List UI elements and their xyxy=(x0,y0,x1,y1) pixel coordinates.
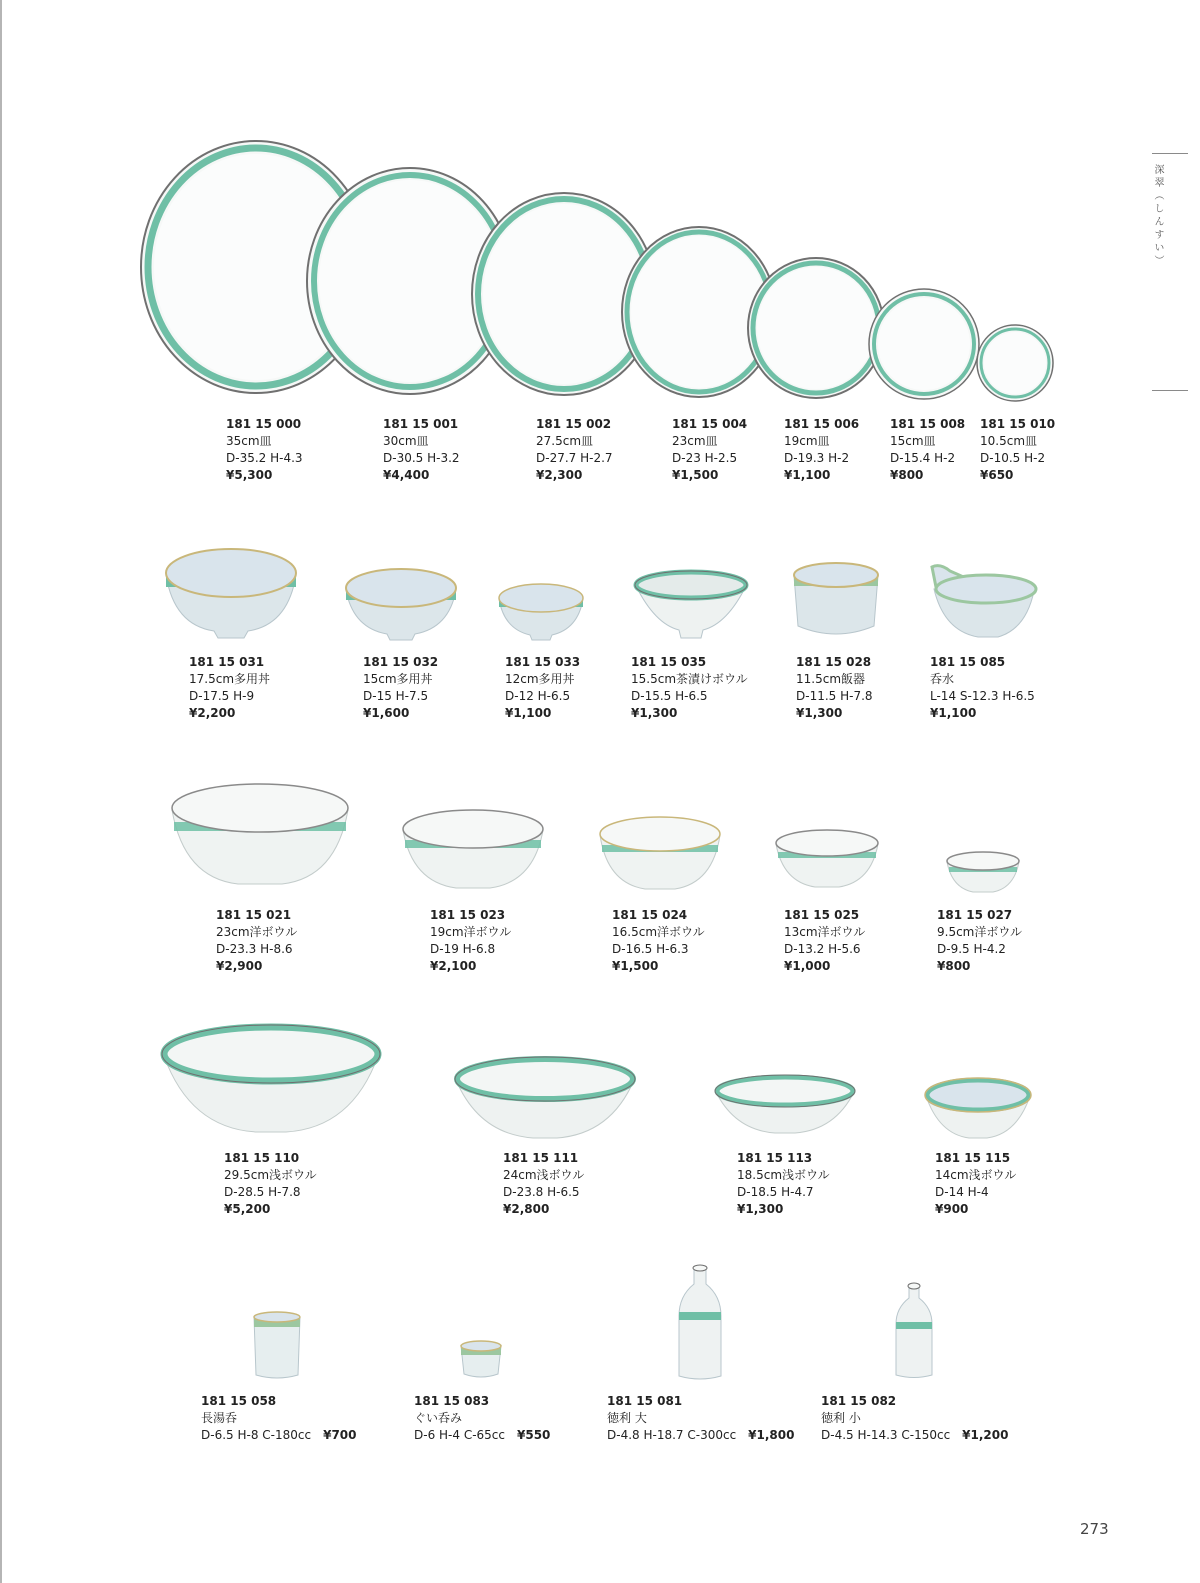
item-plate-10-5cm xyxy=(980,416,1055,484)
item-torisui xyxy=(930,654,1035,722)
item-name: 29.5cm浅ボウル xyxy=(224,1168,317,1182)
shallow-bowl-24cm-photo xyxy=(453,1056,637,1142)
item-price: ¥800 xyxy=(937,959,971,973)
item-shallow-bowl-18-5cm xyxy=(737,1150,830,1218)
item-name: 15.5cm茶漬けボウル xyxy=(631,672,748,686)
item-name: 10.5cm皿 xyxy=(980,434,1038,448)
item-spec: D-17.5 H-9 xyxy=(189,689,255,703)
item-chazuke-bowl xyxy=(631,654,748,722)
item-shallow-bowl-14cm xyxy=(935,1150,1016,1218)
item-name: 27.5cm皿 xyxy=(536,434,594,448)
tokkuri-large-photo xyxy=(675,1262,725,1382)
page-edge-line xyxy=(0,0,2,1583)
item-name: 長湯呑 xyxy=(201,1411,238,1425)
item-spec: D-14 H-4 xyxy=(935,1185,989,1199)
item-code: 181 15 000 xyxy=(226,417,302,431)
item-code: 181 15 024 xyxy=(612,908,688,922)
item-code: 181 15 021 xyxy=(216,908,292,922)
item-spec: D-10.5 H-2 xyxy=(980,451,1046,465)
item-donburi-15cm xyxy=(363,654,438,722)
item-western-bowl-16-5cm xyxy=(612,907,705,975)
item-name: 23cm洋ボウル xyxy=(216,925,298,939)
item-name: 19cm皿 xyxy=(784,434,830,448)
torisui-bowl-photo xyxy=(928,561,1038,641)
item-shallow-bowl-29-5cm xyxy=(224,1150,317,1218)
item-code: 181 15 115 xyxy=(935,1151,1011,1165)
item-name: 24cm浅ボウル xyxy=(503,1168,585,1182)
item-plate-19cm xyxy=(784,416,859,484)
item-spec: D-12 H-6.5 xyxy=(505,689,571,703)
item-price: ¥1,100 xyxy=(930,706,977,720)
item-price: ¥900 xyxy=(935,1202,969,1216)
item-western-bowl-23cm xyxy=(216,907,297,975)
chazuke-bowl-photo xyxy=(633,570,749,640)
item-price: ¥4,400 xyxy=(383,468,430,482)
item-code: 181 15 111 xyxy=(503,1151,579,1165)
item-name: 13cm洋ボウル xyxy=(784,925,866,939)
item-name: 15cm多用丼 xyxy=(363,672,433,686)
item-name: 徳利 小 xyxy=(821,1411,861,1425)
item-code: 181 15 004 xyxy=(672,417,748,431)
donburi-15cm-photo xyxy=(343,566,459,641)
western-bowl-16-5cm-photo xyxy=(597,815,723,893)
item-name: 14cm浅ボウル xyxy=(935,1168,1017,1182)
item-code: 181 15 083 xyxy=(414,1394,490,1408)
item-plate-30cm xyxy=(383,416,460,484)
yunomi-cup-photo xyxy=(251,1309,303,1381)
item-price: ¥5,200 xyxy=(224,1202,271,1216)
item-spec: D-13.2 H-5.6 xyxy=(784,942,861,956)
item-plate-15cm xyxy=(890,416,965,484)
item-name: ぐい呑み xyxy=(414,1411,463,1425)
item-name: 30cm皿 xyxy=(383,434,429,448)
item-name: 19cm洋ボウル xyxy=(430,925,512,939)
item-shallow-bowl-24cm xyxy=(503,1150,584,1218)
item-name: 16.5cm洋ボウル xyxy=(612,925,705,939)
item-spec: D-15.5 H-6.5 xyxy=(631,689,708,703)
item-code: 181 15 085 xyxy=(930,655,1006,669)
item-price: ¥1,300 xyxy=(737,1202,784,1216)
item-price: ¥1,000 xyxy=(784,959,831,973)
item-spec: D-28.5 H-7.8 xyxy=(224,1185,301,1199)
item-code: 181 15 031 xyxy=(189,655,265,669)
item-name: 17.5cm多用丼 xyxy=(189,672,271,686)
item-spec: D-15 H-7.5 xyxy=(363,689,429,703)
item-code: 181 15 001 xyxy=(383,417,459,431)
item-code: 181 15 008 xyxy=(890,417,966,431)
item-spec: D-18.5 H-4.7 xyxy=(737,1185,814,1199)
western-bowl-13cm-photo xyxy=(773,828,881,890)
item-code: 181 15 082 xyxy=(821,1394,897,1408)
item-name: 23cm皿 xyxy=(672,434,718,448)
item-guinomi xyxy=(414,1393,550,1444)
item-tokkuri-large xyxy=(607,1393,794,1444)
item-price: ¥1,100 xyxy=(505,706,552,720)
donburi-12cm-photo xyxy=(496,581,586,641)
item-price: ¥2,200 xyxy=(189,706,236,720)
item-code: 181 15 010 xyxy=(980,417,1056,431)
item-price: ¥1,600 xyxy=(363,706,410,720)
item-spec: D-4.8 H-18.7 C-300cc xyxy=(607,1428,737,1442)
rice-bowl-11-5cm-photo xyxy=(790,560,882,640)
plate-10-5cm-photo xyxy=(974,322,1056,404)
item-code: 181 15 032 xyxy=(363,655,439,669)
item-code: 181 15 027 xyxy=(937,908,1013,922)
item-price: ¥1,300 xyxy=(631,706,678,720)
item-tokkuri-small xyxy=(821,1393,1008,1444)
item-price: ¥1,800 xyxy=(748,1428,795,1442)
item-spec: D-6 H-4 C-65cc xyxy=(414,1428,505,1442)
item-spec: D-27.7 H-2.7 xyxy=(536,451,613,465)
item-name: 12cm多用丼 xyxy=(505,672,575,686)
shallow-bowl-29-5cm-photo xyxy=(160,1024,382,1136)
tokkuri-small-photo xyxy=(892,1280,936,1380)
item-code: 181 15 110 xyxy=(224,1151,300,1165)
item-western-bowl-13cm xyxy=(784,907,865,975)
series-label: 深翠（しんすい） xyxy=(1152,164,1163,268)
item-donburi-12cm xyxy=(505,654,580,722)
item-spec: D-30.5 H-3.2 xyxy=(383,451,460,465)
item-price: ¥1,500 xyxy=(672,468,719,482)
donburi-17-5cm-photo xyxy=(162,545,300,640)
item-donburi-17-5cm xyxy=(189,654,270,722)
item-price: ¥2,100 xyxy=(430,959,477,973)
item-code: 181 15 028 xyxy=(796,655,872,669)
item-rice-bowl-11-5cm xyxy=(796,654,873,722)
item-western-bowl-19cm xyxy=(430,907,511,975)
item-code: 181 15 081 xyxy=(607,1394,683,1408)
item-name: 9.5cm洋ボウル xyxy=(937,925,1023,939)
item-name: 18.5cm浅ボウル xyxy=(737,1168,830,1182)
item-price: ¥700 xyxy=(323,1428,357,1442)
item-name: 35cm皿 xyxy=(226,434,272,448)
plate-15cm-photo xyxy=(866,286,982,402)
item-price: ¥2,800 xyxy=(503,1202,550,1216)
western-bowl-23cm-photo xyxy=(168,782,352,890)
item-price: ¥1,300 xyxy=(796,706,843,720)
item-spec: D-15.4 H-2 xyxy=(890,451,956,465)
page-number: 273 xyxy=(1080,1520,1109,1538)
item-spec: D-11.5 H-7.8 xyxy=(796,689,873,703)
item-name: 15cm皿 xyxy=(890,434,936,448)
item-spec: D-19.3 H-2 xyxy=(784,451,850,465)
item-spec: D-23 H-2.5 xyxy=(672,451,738,465)
item-code: 181 15 006 xyxy=(784,417,860,431)
item-spec: D-35.2 H-4.3 xyxy=(226,451,303,465)
item-code: 181 15 023 xyxy=(430,908,506,922)
item-spec: D-16.5 H-6.3 xyxy=(612,942,689,956)
item-code: 181 15 058 xyxy=(201,1394,277,1408)
item-price: ¥550 xyxy=(517,1428,551,1442)
western-bowl-9-5cm-photo xyxy=(945,850,1021,894)
item-code: 181 15 113 xyxy=(737,1151,813,1165)
item-spec: D-9.5 H-4.2 xyxy=(937,942,1006,956)
item-code: 181 15 033 xyxy=(505,655,581,669)
item-code: 181 15 035 xyxy=(631,655,707,669)
item-yunomi xyxy=(201,1393,357,1444)
item-spec: D-6.5 H-8 C-180cc xyxy=(201,1428,312,1442)
item-price: ¥2,900 xyxy=(216,959,263,973)
item-price: ¥800 xyxy=(890,468,924,482)
item-spec: D-19 H-6.8 xyxy=(430,942,496,956)
item-plate-27-5cm xyxy=(536,416,613,484)
item-name: 11.5cm飯器 xyxy=(796,672,866,686)
side-rule-top xyxy=(1152,153,1188,154)
item-price: ¥1,500 xyxy=(612,959,659,973)
item-price: ¥5,300 xyxy=(226,468,273,482)
item-plate-35cm xyxy=(226,416,303,484)
item-price: ¥2,300 xyxy=(536,468,583,482)
item-price: ¥1,200 xyxy=(962,1428,1009,1442)
item-name: 徳利 大 xyxy=(607,1411,647,1425)
item-plate-23cm xyxy=(672,416,747,484)
shallow-bowl-18-5cm-photo xyxy=(713,1074,857,1136)
item-name: 呑水 xyxy=(930,672,955,686)
item-spec: D-23.3 H-8.6 xyxy=(216,942,293,956)
western-bowl-19cm-photo xyxy=(400,808,546,892)
item-spec: D-23.8 H-6.5 xyxy=(503,1185,580,1199)
item-price: ¥650 xyxy=(980,468,1014,482)
shallow-bowl-14cm-photo xyxy=(923,1076,1033,1142)
item-spec: L-14 S-12.3 H-6.5 xyxy=(930,689,1035,703)
item-price: ¥1,100 xyxy=(784,468,831,482)
item-spec: D-4.5 H-14.3 C-150cc xyxy=(821,1428,951,1442)
item-code: 181 15 025 xyxy=(784,908,860,922)
item-western-bowl-9-5cm xyxy=(937,907,1022,975)
side-rule-bottom xyxy=(1152,390,1188,391)
item-code: 181 15 002 xyxy=(536,417,612,431)
guinomi-cup-photo xyxy=(458,1338,504,1380)
